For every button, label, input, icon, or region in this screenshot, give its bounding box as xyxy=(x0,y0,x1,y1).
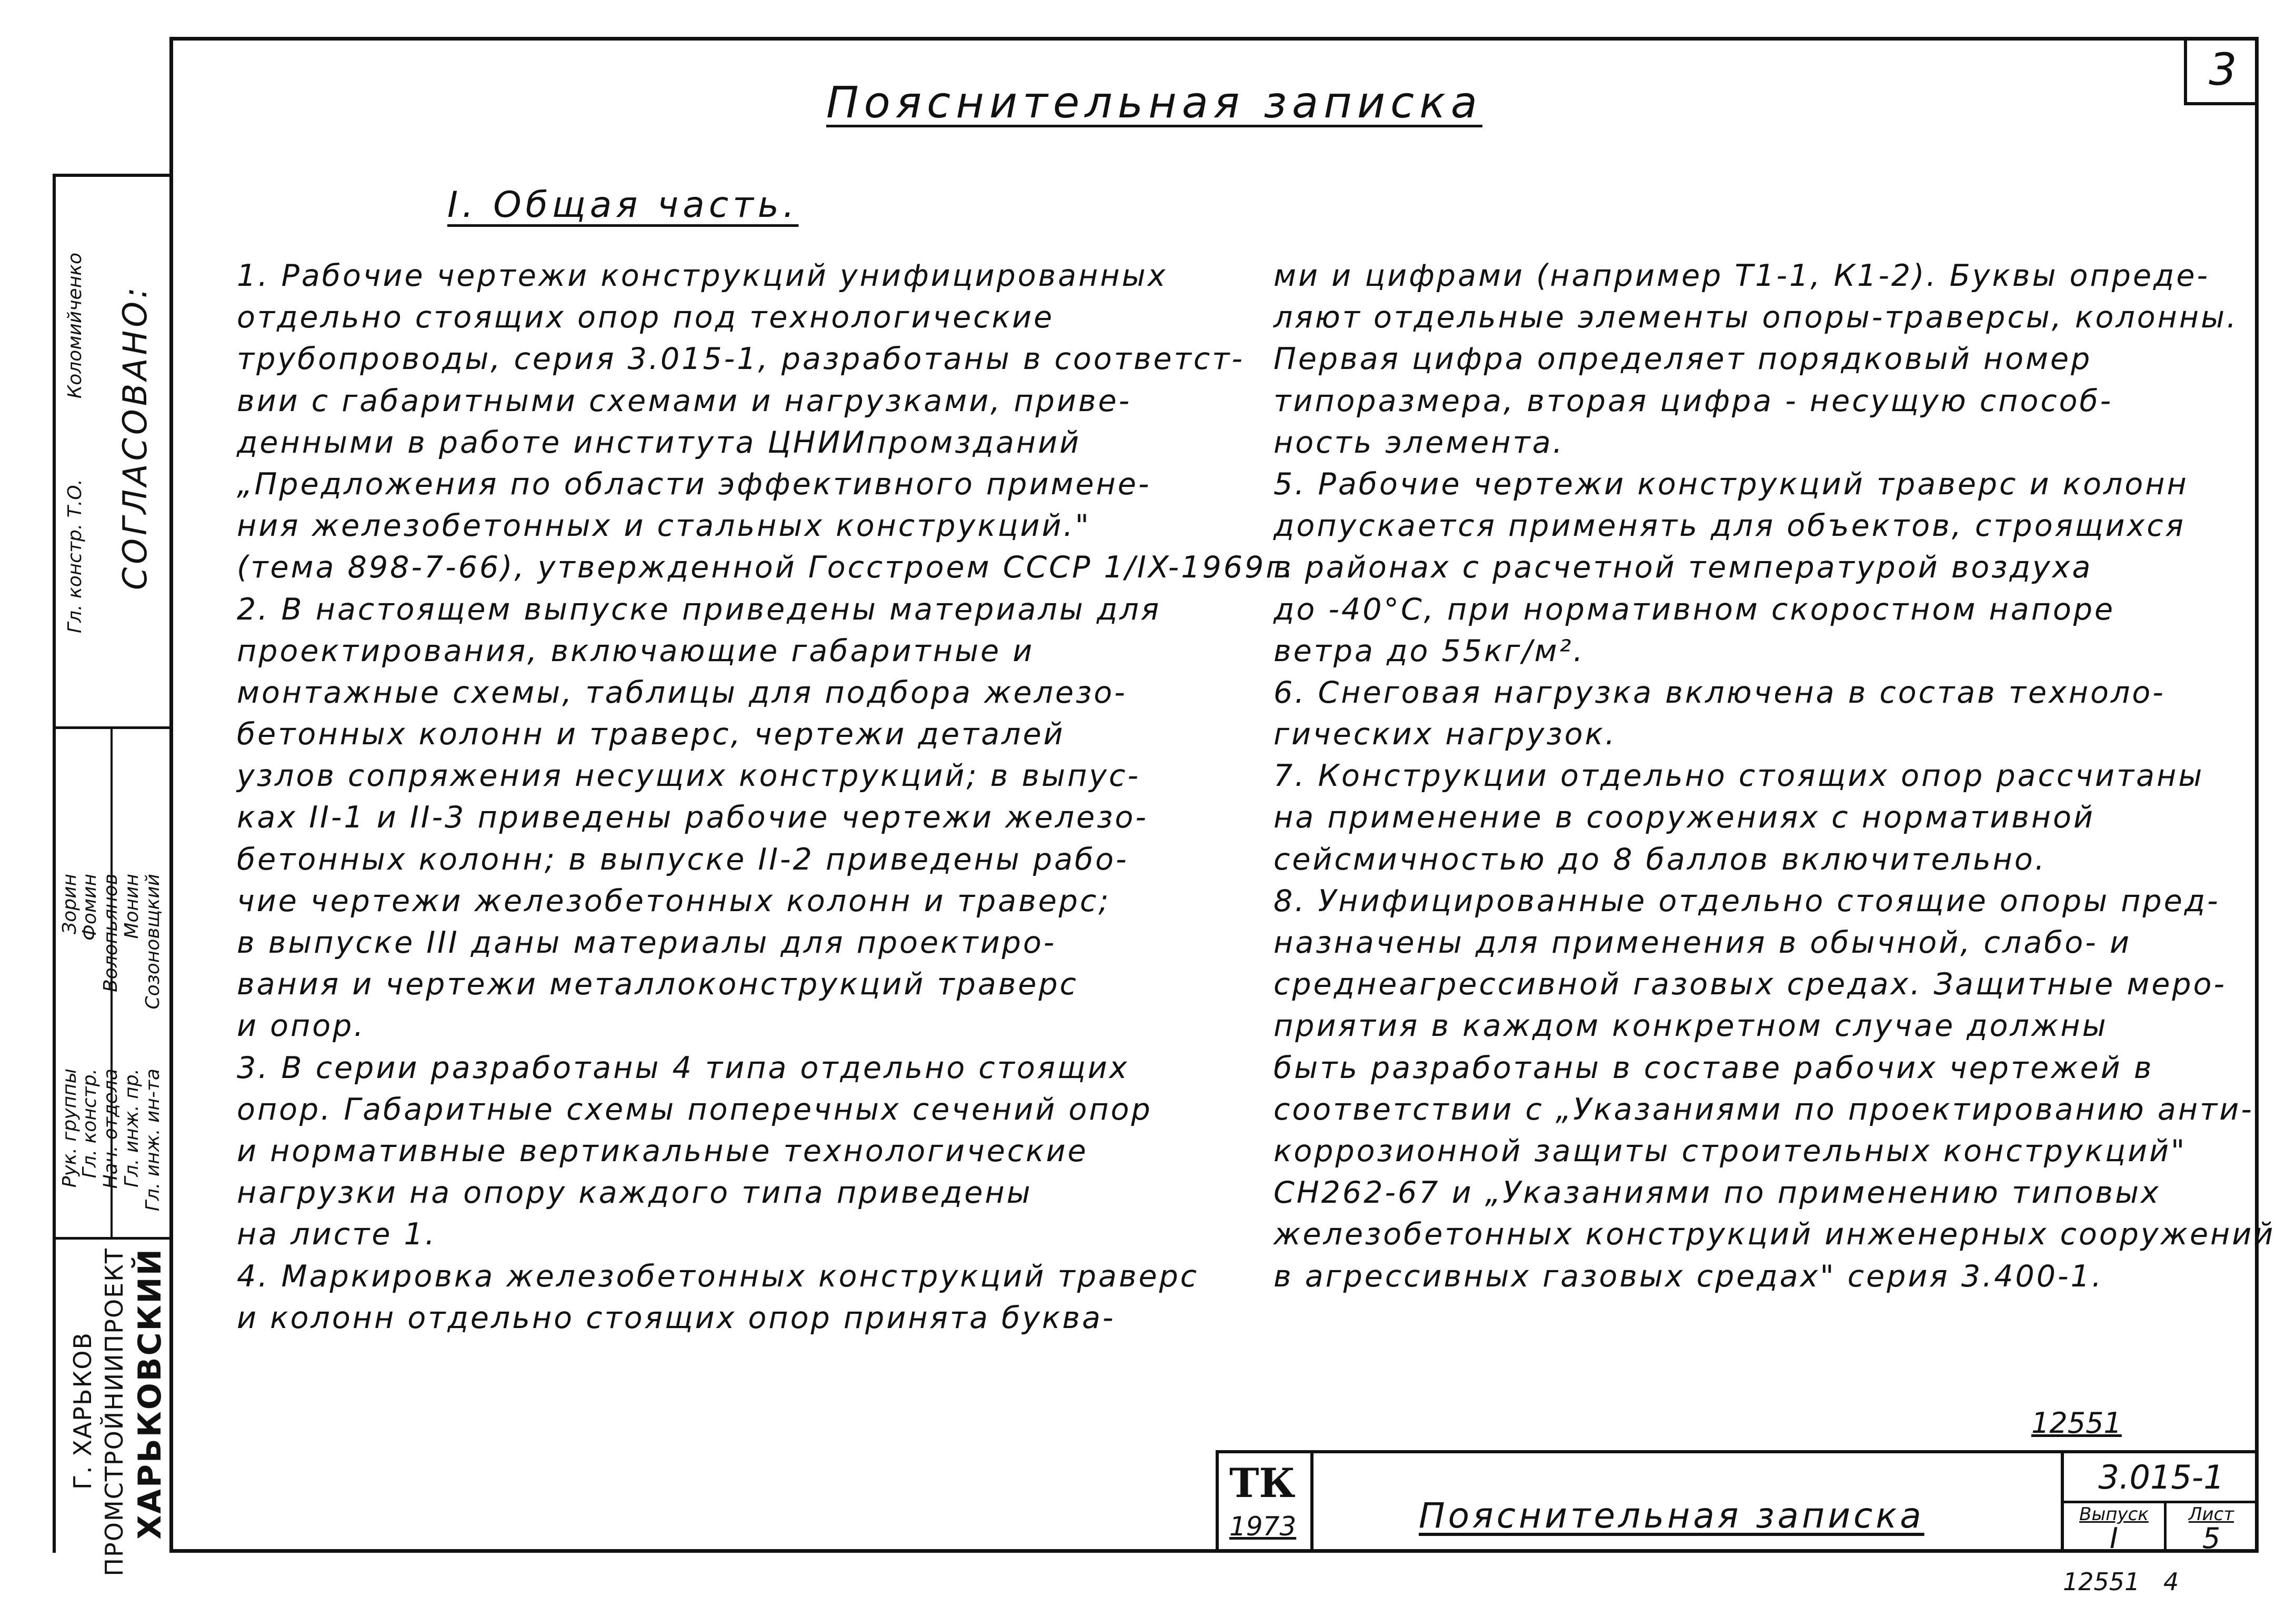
stamp-border-top xyxy=(53,174,169,177)
document-title: Пояснительная записка xyxy=(826,78,1482,128)
organization-city: Г. ХАРЬКОВ xyxy=(68,1332,97,1490)
text-line: (тема 898-7-66), утвержденной Госстроем СССР 1/IX-1969г. xyxy=(237,550,1296,585)
text-line: сейсмичностью до 8 баллов включительно. xyxy=(1274,842,2047,877)
text-line: приятия в каждом конкретном случае должны xyxy=(1274,1009,2108,1044)
text-line: 8. Унифицированные отдельно стоящие опоры пред- xyxy=(1274,883,2220,919)
stamp-name-4: Фомин xyxy=(79,874,101,941)
text-line: „Предложения по области эффективного примене- xyxy=(237,466,1151,502)
stamp-role-4: Гл. констр. xyxy=(79,1069,101,1179)
text-line: до -40°С, при нормативном скоростном напоре xyxy=(1274,592,2115,627)
text-line: нагрузки на опору каждого типа приведены xyxy=(237,1175,1032,1211)
text-line: ках II-1 и II-3 приведены рабочие чертежи железо- xyxy=(237,800,1148,835)
text-line: ляют отдельные элементы опоры-траверсы, колонны. xyxy=(1274,300,2239,335)
stamp-name-3: Волопьянов xyxy=(100,874,122,992)
stamp-name-1: Созоновщкий xyxy=(142,874,164,1010)
text-line: опор. Габаритные схемы поперечных сечений опор xyxy=(237,1092,1152,1127)
footer xyxy=(2063,1568,2179,1596)
stamp-name-5: Зорин xyxy=(59,874,81,934)
text-line: 2. В настоящем выпуске приведены материалы для xyxy=(237,592,1161,627)
text-line: бетонных колонн и траверс, чертежи деталей xyxy=(237,717,1065,752)
text-line: быть разработаны в составе рабочих чертежей в xyxy=(1274,1050,2154,1085)
text-line: среднеагрессивной газовых средах. Защитные меро- xyxy=(1274,967,2227,1002)
stamp-role-2: Гл. инж. пр. xyxy=(121,1069,143,1188)
text-line: вии с габаритными схемами и нагрузками, приве- xyxy=(237,383,1132,418)
stamp-role-3: Нач. отдела xyxy=(100,1069,122,1189)
text-line: бетонных колонн; в выпуске II-2 приведены рабо- xyxy=(237,842,1129,877)
text-line: СН262-67 и „Указаниями по применению типовых xyxy=(1274,1175,2161,1211)
side-stamp xyxy=(53,174,169,1576)
text-line: 7. Конструкции отдельно стоящих опор рассчитаны xyxy=(1274,758,2204,794)
series-code: 3.015-1 xyxy=(2064,1453,2259,1503)
text-line: 3. В серии разработаны 4 типа отдельно стоящих xyxy=(237,1050,1129,1085)
text-line: ми и цифрами (например Т1-1, К1-2). Буквы опреде- xyxy=(1274,258,2210,293)
text-line: трубопроводы, серия 3.015-1, разработаны в соответст- xyxy=(237,342,1245,377)
text-line: на применение в сооружениях с нормативной xyxy=(1274,800,2096,835)
text-line: и колонн отдельно стоящих опор принята буква- xyxy=(237,1300,1116,1335)
title-block-title: Пояснительная записка xyxy=(1419,1495,1924,1536)
text-line: монтажные схемы, таблицы для подбора железо- xyxy=(237,675,1127,710)
page-number-box xyxy=(2184,37,2259,105)
text-line: назначены для применения в обычной, слабо- и xyxy=(1274,925,2132,960)
text-line: 1. Рабочие чертежи конструкций унифицированных xyxy=(237,258,1168,293)
text-line: проектирования, включающие габаритные и xyxy=(237,633,1035,668)
sheet-label: Лист xyxy=(2188,1504,2234,1525)
page-number: 3 xyxy=(2209,44,2237,95)
text-line: на листе 1. xyxy=(237,1217,437,1252)
organization-name: ХАРЬКОВСКИЙ xyxy=(132,1247,168,1540)
text-line: ния железобетонных и стальных конструкций." xyxy=(237,508,1091,544)
text-line: в выпуске III даны материалы для проектиро- xyxy=(237,925,1057,960)
text-line: и опор. xyxy=(237,1009,366,1044)
sheet-value: 5 xyxy=(2202,1522,2221,1555)
issue-value: I xyxy=(2110,1522,2118,1555)
text-line: денными в работе института ЦНИИпромзданий xyxy=(237,425,1081,460)
tk-year: 1973 xyxy=(1229,1511,1297,1542)
text-line: типоразмера, вторая цифра - несущую способ- xyxy=(1274,383,2113,418)
left-text-column xyxy=(237,255,1295,1339)
text-line: чие чертежи железобетонных колонн и траверс; xyxy=(237,883,1111,919)
footer-number: 12551 xyxy=(2063,1568,2140,1596)
text-line: ветра до 55кг/м². xyxy=(1274,633,1585,668)
sheet-cell xyxy=(2164,1501,2259,1553)
agreed-name: Коломийченко xyxy=(64,253,86,399)
stamp-border-left xyxy=(53,174,56,1553)
text-line: в агрессивных газовых средах" серия 3.400-1. xyxy=(1274,1259,2103,1294)
issue-label: Выпуск xyxy=(2079,1504,2149,1525)
text-line: вания и чертежи металлоконструкций траверс xyxy=(237,967,1079,1002)
stamp-divider-lower xyxy=(53,1237,169,1240)
tk-logo: ТК xyxy=(1229,1460,1296,1506)
footer-page: 4 xyxy=(2163,1568,2179,1596)
text-line: коррозионной защиты строительных конструкций" xyxy=(1274,1133,2187,1169)
organization-name-2: ПРОМСТРОЙНИИПРОЕКТ xyxy=(100,1247,128,1576)
text-line: в районах с расчетной температурой воздуха xyxy=(1274,550,2093,585)
text-line: и нормативные вертикальные технологические xyxy=(237,1133,1088,1169)
text-line: гических нагрузок. xyxy=(1274,717,1617,752)
text-line: допускается применять для объектов, строящихся xyxy=(1274,508,2185,544)
right-text-column xyxy=(1274,255,2275,1297)
text-line: Первая цифра определяет порядковый номер xyxy=(1274,342,2092,377)
series-block xyxy=(2061,1453,2259,1553)
stamp-role-5: Рук. группы xyxy=(59,1069,81,1188)
text-line: отдельно стоящих опор под технологические xyxy=(237,300,1055,335)
text-line: железобетонных конструкций инженерных сооружений xyxy=(1274,1217,2275,1252)
text-line: 4. Маркировка железобетонных конструкций траверс xyxy=(237,1259,1199,1294)
text-line: узлов сопряжения несущих конструкций; в выпус- xyxy=(237,758,1141,794)
title-block xyxy=(1216,1450,2259,1553)
stamp-role-1: Гл. инж. ин-та xyxy=(142,1069,164,1212)
section-heading: I. Общая часть. xyxy=(447,184,799,226)
agreed-role: Гл. констр. Т.О. xyxy=(64,479,86,633)
stamp-name-2: Монин xyxy=(121,874,143,939)
stamp-number: 12551 xyxy=(2031,1406,2122,1440)
text-line: ность элемента. xyxy=(1274,425,1565,460)
text-line: 5. Рабочие чертежи конструкций траверс и колонн xyxy=(1274,466,2189,502)
text-line: соответствии с „Указаниями по проектированию анти- xyxy=(1274,1092,2254,1127)
tk-cell xyxy=(1219,1453,1314,1553)
issue-cell xyxy=(2064,1501,2167,1553)
text-line: 6. Снеговая нагрузка включена в состав техноло- xyxy=(1274,675,2165,710)
agreed-label: СОГЛАСОВАНО: xyxy=(116,284,154,591)
